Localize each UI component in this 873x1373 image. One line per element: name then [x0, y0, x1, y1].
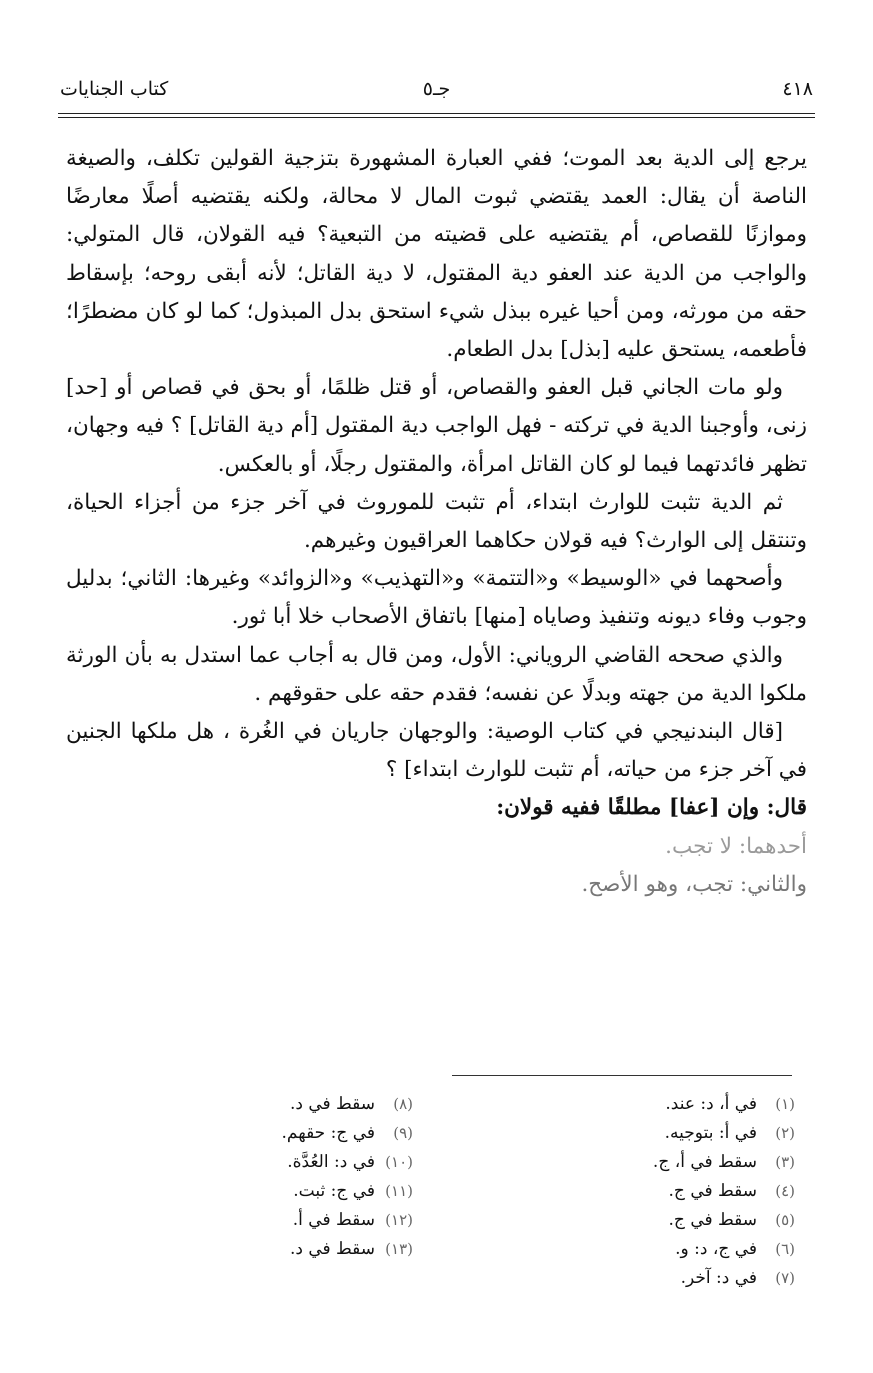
paragraph: يرجع إلى الدية بعد الموت؛ ففي العبارة المشهورة بتزجية القولين تكلف، والصيغة الناصة أن يقال: العمد يقتضي ثبوت المال لا محالة، ولكنه يقتضيه أصلًا معارضًا وموازنًا للقصاص، أم يقتضيه على قضيته من التبعية؟ فيه القولان، قال المتولي: والواجب من الدية عند العفو دية المقتول، لا دية القاتل؛ لأنه أبقى روحه؛ بإسقاط حقه من مورثه، ومن أحيا غيره ببذل شيء استحق بدل المبذول؛ كما لو كان مضطرًا؛ فأطعمه، يستحق عليه [بذل] بدل الطعام. [66, 146, 807, 363]
footnote: (١١)في ج: ثبت. [293, 1181, 413, 1201]
footnote: (١٢)سقط في أ. [292, 1210, 413, 1230]
paragraph: [قال البندنيجي في كتاب الوصية: والوجهان جاريان في الغُرة ، هل ملكها الجنين في آخر جزء من حياته، أم تثبت للوارث ابتداء] ؟ [66, 719, 807, 783]
footnotes-left-column [113, 1090, 413, 1264]
book-title: كتاب الجنايات [60, 78, 169, 100]
footnote: (١٠)في د: العُدَّة. [287, 1152, 413, 1172]
footnote: (٣)سقط في أ، ج. [652, 1152, 795, 1172]
header-rule [58, 113, 815, 114]
footnote: (٨)سقط في د. [289, 1094, 413, 1114]
footnote: (٥)سقط في ج. [668, 1210, 795, 1230]
paragraph: ثم الدية تثبت للوارث ابتداء، أم تثبت للموروث في آخر جزء من أجزاء الحياة، وتنتقل إلى الوارث؟ فيه قولان حكاهما العراقيون وغيرهم. [66, 489, 807, 554]
matn-heading: قال: وإن [عفا] مطلقًا ففيه قولان: [496, 795, 807, 821]
footnote: (١٣)سقط في د. [289, 1239, 413, 1259]
header-rule-double [58, 117, 815, 118]
footnote: (٧)في د: آخر. [680, 1268, 795, 1288]
footnote-rule [452, 1075, 792, 1076]
main-text [66, 140, 807, 904]
volume-label: جـ٥ [422, 78, 451, 100]
paragraph: والذي صححه القاضي الروياني: الأول، ومن قال به أجاب عما استدل به بأن الورثة ملكوا الدية من جهته وبدلًا عن نفسه؛ فقدم حقه على حقوقهم . [66, 642, 807, 706]
paragraph: ولو مات الجاني قبل العفو والقصاص، أو قتل ظلمًا، أو بحق في قصاص أو [حد] زنى، وأوجبنا الدية في تركته - فهل الواجب دية المقتول [أم دية القاتل] ؟ فيه وجهان، تظهر فائدتهما فيما لو كان القاتل امرأة، والمقتول رجلًا، أو بالعكس. [66, 375, 807, 477]
faded-line: أحدهما: لا تجب. [665, 833, 807, 859]
footnote: (٤)سقط في ج. [668, 1181, 795, 1201]
page-number: ٤١٨ [782, 78, 813, 100]
footnote: (٢)في أ: بتوجيه. [664, 1123, 795, 1143]
faded-line: والثاني: تجب، وهو الأصح. [581, 871, 807, 897]
footnote: (٩)في ج: حقهم. [281, 1123, 413, 1143]
footnotes-right-column [495, 1090, 795, 1293]
page-header [58, 70, 815, 110]
footnote: (١)في أ، د: عند. [665, 1094, 795, 1114]
paragraph: وأصحهما في «الوسيط» و«التتمة» و«التهذيب» و«الزوائد» وغيرها: الثاني؛ بدليل وجوب وفاء ديونه وتنفيذ وصاياه [منها] باتفاق الأصحاب خلا أبا ثور. [66, 566, 807, 630]
footnote: (٦)في ج، د: و. [675, 1239, 795, 1259]
